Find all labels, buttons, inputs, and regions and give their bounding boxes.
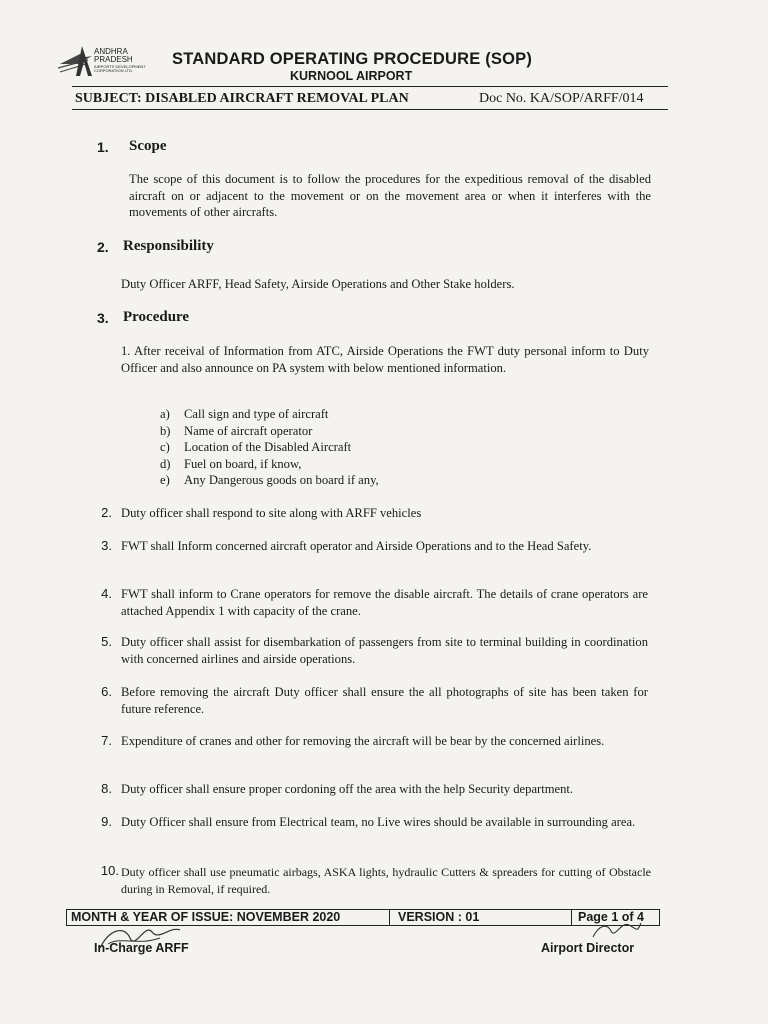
procedure-item: Duty officer shall ensure proper cordoning off the area with the help Security department.: [121, 782, 574, 796]
item-number: 2.: [101, 505, 112, 520]
procedure-item: Expenditure of cranes and other for removing the aircraft will be bear by the concerned airlines.: [121, 734, 605, 748]
page-number: Page 1 of 4: [578, 910, 644, 924]
section-number-procedure: 3.: [97, 310, 109, 326]
procedure-item: Duty officer shall use pneumatic airbags, ASKA lights, hydraulic Cutters & spreaders for cutting of Obstacle during in Removal, if required.: [121, 865, 651, 896]
issue-date: MONTH & YEAR OF ISSUE: NOVEMBER 2020: [71, 910, 341, 924]
subject-line: SUBJECT: DISABLED AIRCRAFT REMOVAL PLAN: [75, 91, 409, 106]
header-rule-bottom: [72, 109, 668, 110]
airport-director-signature-label: Airport Director: [541, 941, 635, 955]
footer-divider: [571, 910, 572, 925]
item-number: 7.: [101, 733, 112, 748]
item-number: 8.: [101, 781, 112, 796]
version-label: VERSION : 01: [398, 910, 480, 924]
header-rule-top: [72, 86, 668, 87]
section-title-responsibility: Responsibility: [123, 238, 214, 254]
airport-logo-icon: [58, 44, 94, 78]
procedure-item: Duty officer shall respond to site along with ARFF vehicles: [121, 506, 422, 520]
item-number: 10.: [100, 863, 119, 878]
section-title-procedure: Procedure: [123, 309, 190, 325]
information-sublist: [160, 406, 379, 489]
procedure-item: FWT shall inform to Crane operators for remove the disable aircraft. The details of crane operators are attached Appendix 1 with capacity of the crane.: [121, 587, 648, 618]
apadcl-logo: [58, 44, 168, 78]
document-number: Doc No. KA/SOP/ARFF/014: [479, 91, 644, 106]
list-item: d) Fuel on board, if know,: [160, 456, 302, 471]
incharge-arff-signature-label: In-Charge ARFF: [94, 941, 189, 955]
list-item: e) Any Dangerous goods on board if any,: [160, 473, 379, 487]
scope-paragraph: The scope of this document is to follow the procedures for the expeditious removal of the disabled aircraft on or adjacent to the movement or on the movement area or when it interferes with the movements of other aircrafts.: [129, 172, 651, 219]
procedure-item: Duty officer shall assist for disembarkation of passengers from site to terminal building in coordination with concerned airlines and airside operations.: [121, 635, 648, 666]
document-title: STANDARD OPERATING PROCEDURE (SOP): [172, 50, 533, 68]
logo-text-line3: AIRPORTS DEVELOPMENT CORPORATION LTD.: [94, 64, 146, 73]
item-number: 3.: [101, 538, 112, 553]
section-title-scope: Scope: [129, 138, 167, 154]
list-item: a) Call sign and type of aircraft: [160, 407, 329, 421]
document-subtitle: KURNOOL AIRPORT: [290, 69, 413, 83]
logo-text-line1: ANDHRA: [94, 47, 128, 56]
section-number-scope: 1.: [97, 139, 109, 155]
section-number-responsibility: 2.: [97, 239, 109, 255]
responsibility-paragraph: Duty Officer ARFF, Head Safety, Airside Operations and Other Stake holders.: [121, 277, 515, 291]
item-number: 5.: [101, 634, 112, 649]
logo-text-line2: PRADESH: [94, 55, 133, 64]
footer-divider: [389, 910, 390, 925]
item-number: 4.: [101, 586, 112, 601]
procedure-item: Before removing the aircraft Duty officer shall ensure the all photographs of site has been taken for future reference.: [121, 685, 648, 716]
procedure-intro: 1. After receival of Information from ATC, Airside Operations the FWT duty personal inform to Duty Officer and also announce on PA system with below mentioned information.: [121, 344, 649, 375]
procedure-item: Duty Officer shall ensure from Electrical team, no Live wires should be available in surrounding area.: [121, 815, 636, 829]
item-number: 6.: [101, 684, 112, 699]
procedure-item: FWT shall Inform concerned aircraft operator and Airside Operations and to the Head Safety.: [121, 539, 592, 553]
list-item: c) Location of the Disabled Aircraft: [160, 440, 352, 454]
list-item: b) Name of aircraft operator: [160, 423, 313, 438]
item-number: 9.: [101, 814, 112, 829]
